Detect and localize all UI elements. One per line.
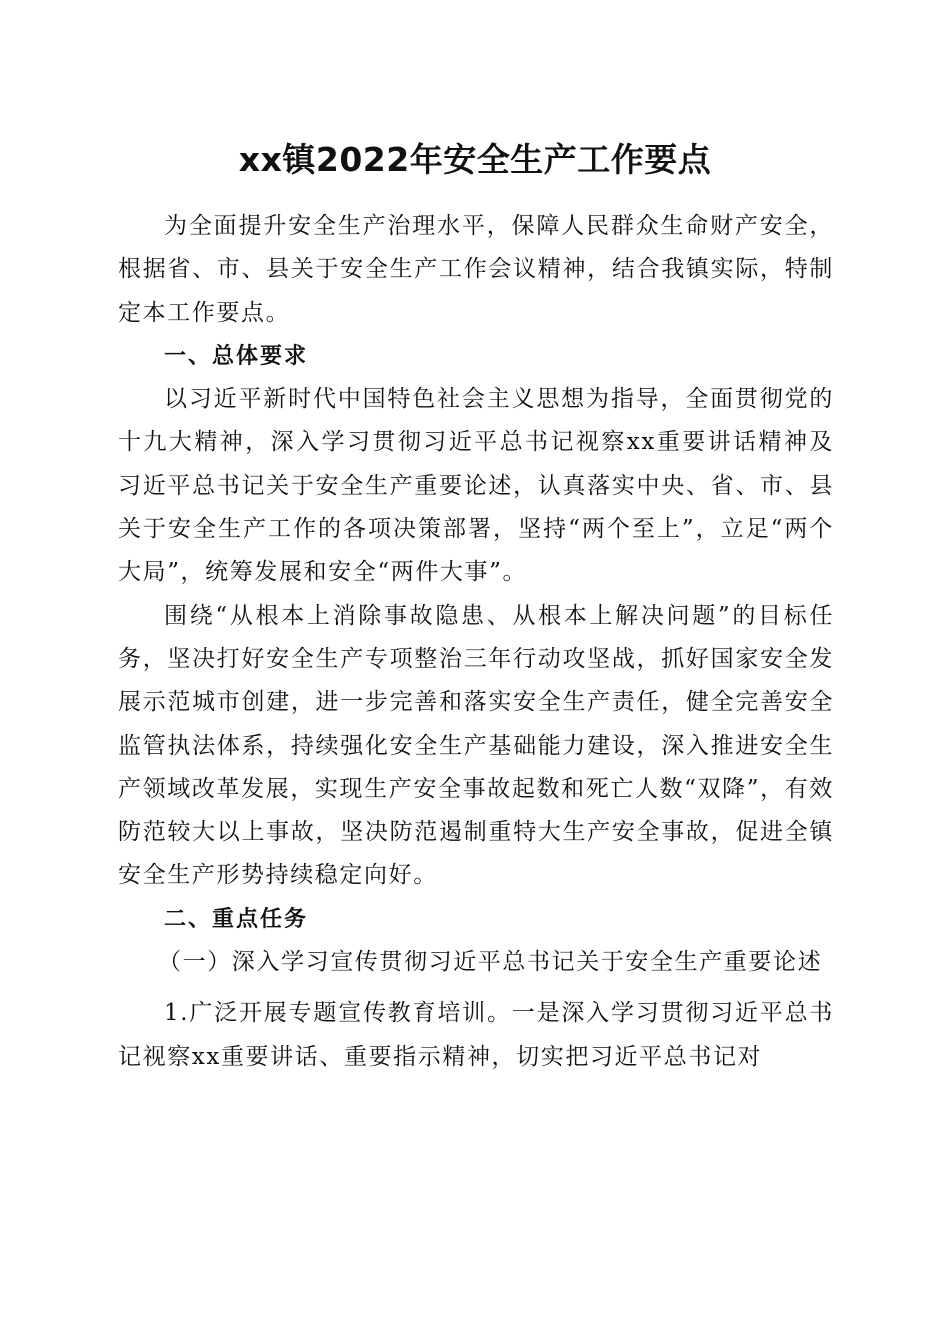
section-heading-key-tasks: 二、重点任务 — [164, 906, 309, 932]
section-heading-general-requirements: 一、总体要求 — [164, 343, 309, 369]
task-item-1: 1.广泛开展专题宣传教育培训。一是深入学习贯彻习近平总书记视察xx重要讲话、重要指示精神，切实把习近平总书记对 — [118, 1000, 834, 1070]
general-requirements-paragraph-2: 围绕“从根本上消除事故隐患、从根本上解决问题”的目标任务，坚决打好安全生产专项整治三年行动攻坚战，抓好国家安全发展示范城市创建，进一步完善和落实安全生产责任，健全完善安全监管执法体系，持续强化安全生产基础能力建设，深入推进安全生产领域改革发展，实现生产安全事故起数和死亡人数“双降”，有效防范较大以上事故，坚决防范遏制重特大生产安全事故，促进全镇安全生产形势持续稳定向好。 — [118, 602, 834, 889]
subsection-heading-1: （一）深入学习宣传贯彻习近平总书记关于安全生产重要论述 — [158, 949, 823, 976]
document-title: xx镇2022年安全生产工作要点 — [238, 140, 712, 179]
document-body — [118, 205, 834, 1079]
intro-paragraph: 为全面提升安全生产治理水平，保障人民群众生命财产安全，根据省、市、县关于安全生产工作会议精神，结合我镇实际，特制定本工作要点。 — [118, 213, 834, 326]
general-requirements-paragraph-1: 以习近平新时代中国特色社会主义思想为指导，全面贯彻党的十九大精神，深入学习贯彻习近平总书记视察xx重要讲话精神及习近平总书记关于安全生产重要论述，认真落实中央、省、市、县关于安全生产工作的各项决策部署，坚持“两个至上”，立足“两个大局”，统筹发展和安全“两件大事”。 — [118, 386, 834, 586]
